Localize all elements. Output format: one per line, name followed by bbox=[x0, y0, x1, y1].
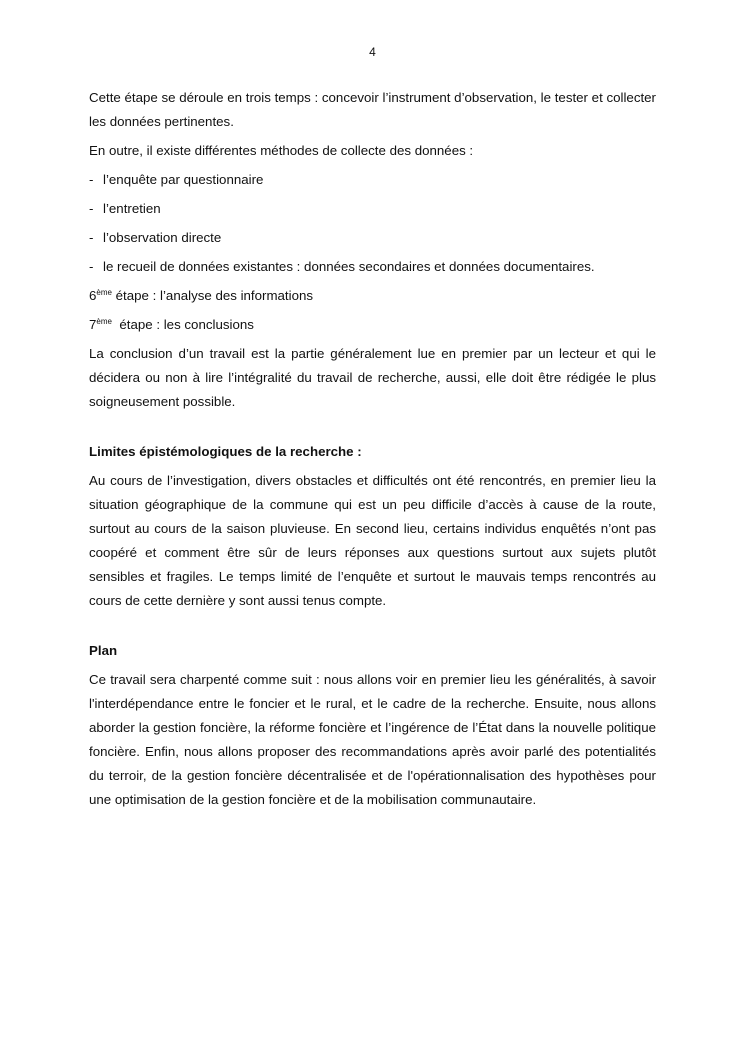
list-item-text: l’enquête par questionnaire bbox=[103, 172, 264, 187]
list-item-text: l’observation directe bbox=[103, 230, 222, 245]
methods-intro-paragraph: En outre, il existe différentes méthodes de collecte des données : bbox=[89, 143, 474, 158]
list-item bbox=[89, 226, 656, 250]
step-7-line bbox=[89, 313, 656, 337]
intro-paragraph: Cette étape se déroule en trois temps : concevoir l’instrument d’observation, le tester et collecter les données pertinentes. bbox=[89, 90, 656, 129]
list-item-text: l’entretien bbox=[103, 201, 161, 216]
step-6-line bbox=[89, 284, 656, 308]
list-item-text: le recueil de données existantes : données secondaires et données documentaires. bbox=[103, 259, 595, 274]
step-6-number: 6 bbox=[89, 288, 97, 303]
plan-paragraph: Ce travail sera charpenté comme suit : nous allons voir en premier lieu les généralités, à savoir l'interdépendance entre le foncier et le rural, et le cadre de la recherche. Ensuite, nous allons aborder la gestion foncière, la réforme foncière et l’ingérence de l’État dans la nouvelle politique foncière. Enfin, nous allons proposer des recommandations après avoir parlé des potentialités du terroir, de la gestion foncière décentralisée et de l'opérationnalisation des hypothèses pour une optimisation de la gestion foncière et de la mobilisation communautaire. bbox=[89, 672, 656, 807]
list-dash: - bbox=[89, 172, 94, 187]
limits-heading: Limites épistémologiques de la recherche : bbox=[89, 444, 362, 459]
list-dash: - bbox=[89, 201, 94, 216]
step-7-text: étape : les conclusions bbox=[111, 317, 254, 332]
limits-paragraph: Au cours de l’investigation, divers obstacles et difficultés ont été rencontrés, en premier lieu la situation géographique de la commune qui est un peu difficile d’accès à cause de la route, surtout au cours de la saison pluvieuse. En second lieu, certains individus enquêtés n’ont pas coopéré et comment être sûr de leurs réponses aux questions surtout aux sujets plutôt sensibles et fragiles. Le temps limité de l’enquête et surtout le mauvais temps rencontrés au cours de cette dernière y sont aussi tenus compte. bbox=[89, 473, 656, 608]
plan-heading: Plan bbox=[89, 643, 118, 658]
step-7-number: 7 bbox=[89, 317, 97, 332]
list-dash: - bbox=[89, 259, 94, 274]
list-item bbox=[89, 168, 656, 192]
step-7-superscript: ème bbox=[96, 317, 112, 326]
list-item bbox=[89, 255, 656, 279]
step-6-superscript: ème bbox=[96, 288, 112, 297]
list-dash: - bbox=[89, 230, 94, 245]
page-number: 4 bbox=[369, 45, 376, 59]
conclusion-paragraph: La conclusion d’un travail est la partie généralement lue en premier par un lecteur et qui le décidera ou non à lire l’intégralité du travail de recherche, aussi, elle doit être rédigée le plus soigneusement possible. bbox=[89, 346, 656, 409]
step-6-text: étape : l’analyse des informations bbox=[111, 288, 314, 303]
list-item bbox=[89, 197, 656, 221]
page-content bbox=[89, 86, 656, 817]
